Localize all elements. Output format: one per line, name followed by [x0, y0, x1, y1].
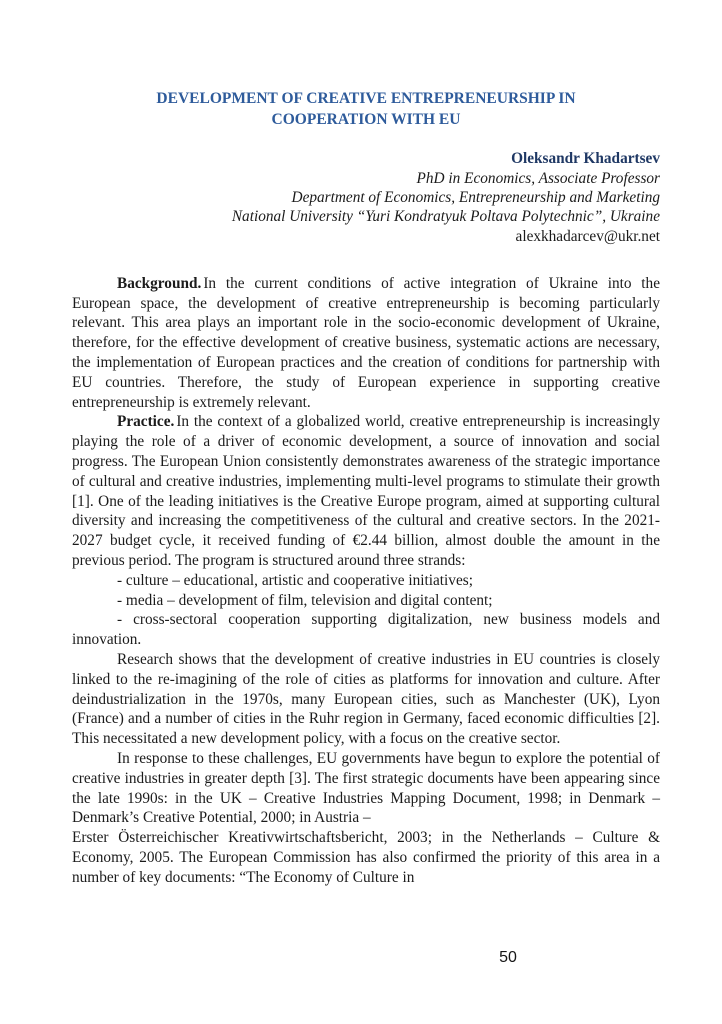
- list-item-media: [72, 591, 660, 611]
- author-affiliation: National University “Yuri Kondratyuk Poltava Polytechnic”, Ukraine: [231, 208, 660, 226]
- paragraph-text: Erster Österreichischer Kreativwirtschaftsbericht, 2003; in the Netherlands – Culture & Economy, 2005. The European Commission has also confirmed the priority of this area in a number of key documents: “The Economy of Culture in: [72, 829, 660, 886]
- article-body: [72, 274, 660, 888]
- paragraph-text: Research shows that the development of creative industries in EU countries is closely linked to the re-imagining of the role of cities as platforms for innovation and culture. After deindustrialization in the 1970s, many European cities, such as Manchester (UK), Lyon (France) and a number of cities in the Ruhr region in Germany, faced economic difficulties [2]. This necessitated a new development policy, with a focus on the creative sector.: [72, 651, 660, 748]
- paragraph-lead: Background.: [117, 274, 202, 292]
- author-name: Oleksandr Khadartsev: [511, 150, 660, 168]
- list-item-cross-sectoral: [72, 610, 660, 650]
- author-block: [72, 149, 660, 245]
- page-content: [72, 78, 660, 888]
- paragraph-text: In the current conditions of active integration of Ukraine into the European space, the development of creative entrepreneurship is becoming particularly relevant. This area plays an important role in the socio-economic development of Ukraine, therefore, for the effective development of creative business, systematic actions are necessary, the implementation of European practices and the creation of conditions for partnership with EU countries. Therefore, the study of European experience in supporting creative entrepreneurship is extremely relevant.: [72, 274, 660, 411]
- paragraph-text: In the context of a globalized world, creative entrepreneurship is increasingly playing the role of a driver of economic development, a source of innovation and social progress. The European Union consistently demonstrates awareness of the strategic importance of cultural and creative industries, implementing multi-level programs to stimulate their growth [1]. One of the leading initiatives is the Creative Europe program, aimed at supporting cultural diversity and increasing the competitiveness of the cultural and creative sectors. In the 2021-2027 budget cycle, it received funding of €2.44 billion, almost double the amount in the previous period. The program is structured around three strands:: [72, 413, 660, 570]
- article-title-line-1: DEVELOPMENT OF CREATIVE ENTREPRENEURSHIP IN: [156, 90, 576, 108]
- author-email: alexkhadarcev@ukr.net: [515, 227, 660, 245]
- paragraph-practice: [72, 412, 660, 570]
- paragraph-background: [72, 274, 660, 413]
- article-title-line-2: COOPERATION WITH EU: [271, 111, 461, 129]
- paragraph-research: [72, 650, 660, 749]
- paragraph-response-continued: [72, 828, 660, 887]
- paragraph-response: [72, 749, 660, 828]
- author-degree: PhD in Economics, Associate Professor: [416, 169, 660, 187]
- article-title: [72, 88, 660, 130]
- paragraph-text: In response to these challenges, EU governments have begun to explore the potential of creative industries in greater depth [3]. The first strategic documents have been appearing since the late 1990s: in the UK – Creative Industries Mapping Document, 1998; in Denmark – Denmark’s Creative Potential, 2000; in Austria –: [72, 749, 660, 827]
- list-item-culture: [72, 571, 660, 591]
- paragraph-text: - media – development of film, television and digital content;: [117, 591, 493, 609]
- paragraph-text: - culture – educational, artistic and cooperative initiatives;: [117, 571, 473, 589]
- author-department: Department of Economics, Entrepreneurship and Marketing: [291, 188, 660, 206]
- paragraph-text: - cross-sectoral cooperation supporting digitalization, new business models and innovation.: [72, 611, 660, 649]
- page-number: 50: [499, 949, 517, 966]
- paragraph-lead: Practice.: [117, 413, 175, 431]
